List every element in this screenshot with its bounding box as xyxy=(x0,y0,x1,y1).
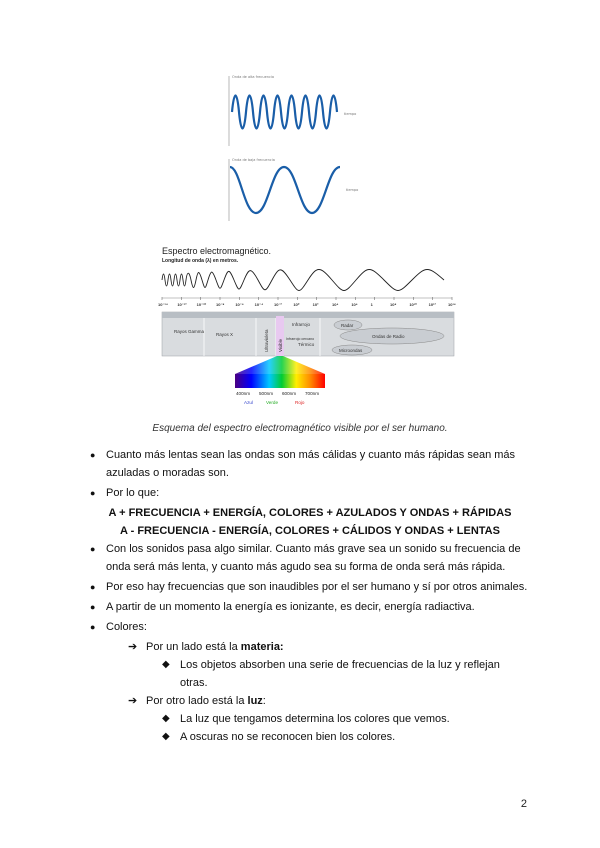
bullet-text: Con los sonidos pasa algo similar. Cuanto más grave sea un sonido su frecuencia de onda será más lenta, y cuanto más agudo sea su forma de onda será más rápida. xyxy=(106,543,521,573)
tick-label: 10¹⁰ xyxy=(409,302,417,307)
nm-label: 500nm xyxy=(259,391,274,396)
diamond-bullet-icon: ◆ xyxy=(162,731,170,742)
spectrum-wave xyxy=(162,270,444,291)
bullet-dot-icon: ● xyxy=(90,582,96,592)
low-frequency-wave-figure xyxy=(226,155,366,225)
high-frequency-wave-figure xyxy=(226,70,366,150)
band-uv: Ultravioleta xyxy=(264,329,269,352)
sub-item-text: Por un lado está la xyxy=(146,641,241,653)
sub-sub-item-text: Los objetos absorben una serie de frecuencias de la luz y reflejan otras. xyxy=(180,659,500,689)
bullet-item xyxy=(90,578,530,596)
nm-label: 400nm xyxy=(236,391,251,396)
electromagnetic-spectrum-figure xyxy=(152,240,462,410)
bullet-dot-icon: ● xyxy=(90,450,96,460)
sub-sub-item xyxy=(90,656,530,692)
band-infrared: Infrarrojo xyxy=(292,322,311,327)
tick-label: 10⁴ xyxy=(332,302,339,307)
nm-label: 600nm xyxy=(282,391,297,396)
notes-content xyxy=(90,446,530,746)
tick-label: 10⁸ xyxy=(390,302,397,307)
diamond-bullet-icon: ◆ xyxy=(162,659,170,670)
sub-sub-item-text: La luz que tengamos determina los colores que vemos. xyxy=(180,713,450,725)
bullet-dot-icon: ● xyxy=(90,622,96,632)
band-near-ir: Infrarrojo cercano xyxy=(286,337,315,341)
arrow-right-icon: ➔ xyxy=(128,695,138,707)
bullet-item xyxy=(90,484,530,502)
tick-label: 10⁻⁶ xyxy=(235,302,244,307)
sub-item-materia xyxy=(90,638,530,656)
tick-label: 10² xyxy=(312,302,319,307)
bullet-text: Por eso hay frecuencias que son inaudibles por el ser humano y sí por otros animales. xyxy=(106,581,528,593)
rule-more-frequency: A + FRECUENCIA + ENERGÍA, COLORES + AZULADOS Y ONDAS + RÁPIDAS xyxy=(108,507,512,519)
tick-label: 10⁻⁴ xyxy=(254,302,264,307)
bullet-dot-icon: ● xyxy=(90,544,96,554)
sub-item-text: : xyxy=(262,695,266,707)
low-frequency-label: Onda de baja frecuencia xyxy=(232,158,275,162)
time-axis-label-2: tiempo xyxy=(346,188,359,192)
bullet-item xyxy=(90,540,530,576)
diamond-bullet-icon: ◆ xyxy=(162,713,170,724)
bullet-text: Por lo que: xyxy=(106,487,160,499)
band-xray: Rayos X xyxy=(216,332,234,337)
tick-label: 10¹⁴ xyxy=(448,302,456,307)
band-thermal: Térmico xyxy=(298,342,315,347)
sub-item-bold: luz xyxy=(247,695,263,707)
nm-label: 700nm xyxy=(305,391,320,396)
band-visible: Visible xyxy=(278,338,283,352)
spectrum-title: Espectro electromagnético. xyxy=(162,246,272,256)
tick-label: 10⁻² xyxy=(274,302,282,307)
nm-labels xyxy=(236,391,319,396)
bullet-text: Cuanto más lentas sean las ondas son más cálidas y cuanto más rápidas sean más azuladas o moradas son. xyxy=(106,449,516,479)
tick-label: 10⁻¹² xyxy=(177,302,187,307)
bullet-item xyxy=(90,618,530,636)
bullet-dot-icon: ● xyxy=(90,602,96,612)
spectrum-subtitle: Longitud de onda (λ) en metros. xyxy=(162,258,239,264)
sub-item-luz xyxy=(90,692,530,710)
visible-spectrum-bar xyxy=(235,374,325,388)
tick-label: 10⁻¹⁴ xyxy=(158,302,168,307)
page-number: 2 xyxy=(520,798,527,810)
tick-label: 10⁰ xyxy=(293,302,300,307)
tick-label: 10⁻¹⁰ xyxy=(196,302,207,307)
sub-item-bold: materia: xyxy=(240,641,284,653)
sub-item-text: Por otro lado está la xyxy=(146,695,248,707)
rule-less-frequency: A - FRECUENCIA - ENERGÍA, COLORES + CÁLIDOS Y ONDAS + LENTAS xyxy=(120,525,500,537)
visible-spectrum-fan xyxy=(235,356,325,374)
sub-sub-item-text: A oscuras no se reconocen bien los colores. xyxy=(180,731,396,743)
tick-label: 10⁶ xyxy=(351,302,358,307)
bullet-dot-icon: ● xyxy=(90,488,96,498)
color-label-green: Verde xyxy=(266,400,279,405)
sub-sub-item xyxy=(90,728,530,746)
high-frequency-wave xyxy=(232,96,337,129)
band-micro: Microondas xyxy=(339,348,363,353)
band-radio: Ondas de Radio xyxy=(372,334,405,339)
tick-label: 10⁻⁸ xyxy=(216,302,225,307)
tick-label: 10¹² xyxy=(428,302,436,307)
bullet-text: A partir de un momento la energía es ionizante, es decir, energía radiactiva. xyxy=(106,601,475,613)
color-label-blue: Azul xyxy=(244,400,253,405)
time-axis-label: tiempo xyxy=(344,112,357,116)
band-gamma: Rayos Gamma xyxy=(174,329,205,334)
bullet-text: Colores: xyxy=(106,621,147,633)
wavelength-ticks xyxy=(158,297,456,307)
band-radar: Radar xyxy=(341,323,354,328)
high-frequency-label: Onda de alta frecuencia xyxy=(232,75,274,79)
arrow-right-icon: ➔ xyxy=(128,641,138,653)
figure-caption: Esquema del espectro electromagnético visible por el ser humano. xyxy=(152,423,448,434)
low-frequency-wave xyxy=(230,167,340,213)
sub-sub-item xyxy=(90,710,530,728)
bullet-item xyxy=(90,598,530,616)
bullet-item xyxy=(90,446,530,482)
color-label-red: Rojo xyxy=(295,400,305,405)
tick-label: 1 xyxy=(370,302,373,307)
